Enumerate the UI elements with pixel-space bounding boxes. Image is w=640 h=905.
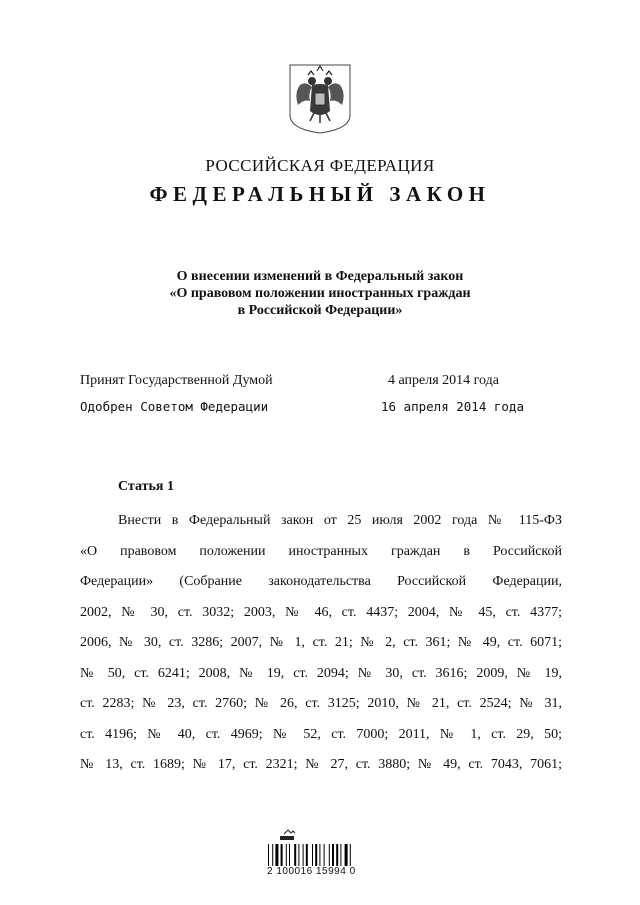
adopted-date: 4 апреля 2014 года <box>388 373 499 388</box>
approved-date: 16 апреля 2014 года <box>381 399 524 414</box>
body-line: № 50, ст. 6241; 2008, № 19, ст. 2094; № 30, ст. 3616; 2009, № 19, <box>80 665 562 681</box>
law-title-line: «О правовом положении иностранных граждан <box>169 286 471 301</box>
adopted-label: Принят Государственной Думой <box>80 373 273 388</box>
body-line: Внести в Федеральный закон от 25 июля 2002 года № 115-ФЗ <box>118 513 562 528</box>
approved-label: Одобрен Советом Федерации <box>80 399 269 414</box>
law-title-line: в Российской Федерации» <box>237 303 403 318</box>
body-line: «О правовом положении иностранных граждан в Российской <box>80 543 562 559</box>
adoption-row <box>0 373 640 393</box>
body-line: 2006, № 30, ст. 3286; 2007, № 1, ст. 21; № 2, ст. 361; № 49, ст. 6071; <box>80 635 562 650</box>
body-line: ст. 4196; № 40, ст. 4969; № 52, ст. 7000; 2011, № 1, ст. 29, 50; <box>80 726 562 742</box>
body-line: ст. 2283; № 23, ст. 2760; № 26, ст. 3125; 2010, № 21, ст. 2524; № 31, <box>80 696 562 711</box>
article-body <box>80 511 562 786</box>
body-line: Федерации» (Собрание законодательства Российской Федерации, <box>80 574 562 589</box>
law-title <box>0 268 640 319</box>
coat-of-arms-emblem-icon <box>288 63 352 135</box>
article-heading: Статья 1 <box>118 479 174 494</box>
body-line: 2002, № 30, ст. 3032; 2003, № 46, ст. 4437; 2004, № 45, ст. 4377; <box>80 604 562 620</box>
law-title-line: О внесении изменений в Федеральный закон <box>176 269 464 284</box>
document-type: ФЕДЕРАЛЬНЫЙ ЗАКОН <box>149 182 491 206</box>
barcode-number: 2 100016 15994 0 <box>267 866 356 877</box>
approval-row <box>0 399 640 419</box>
country-name: РОССИЙСКАЯ ФЕДЕРАЦИЯ <box>205 156 435 175</box>
body-line: № 13, ст. 1689; № 17, ст. 2321; № 27, ст. 3880; № 49, ст. 7043, 7061; <box>80 757 562 772</box>
